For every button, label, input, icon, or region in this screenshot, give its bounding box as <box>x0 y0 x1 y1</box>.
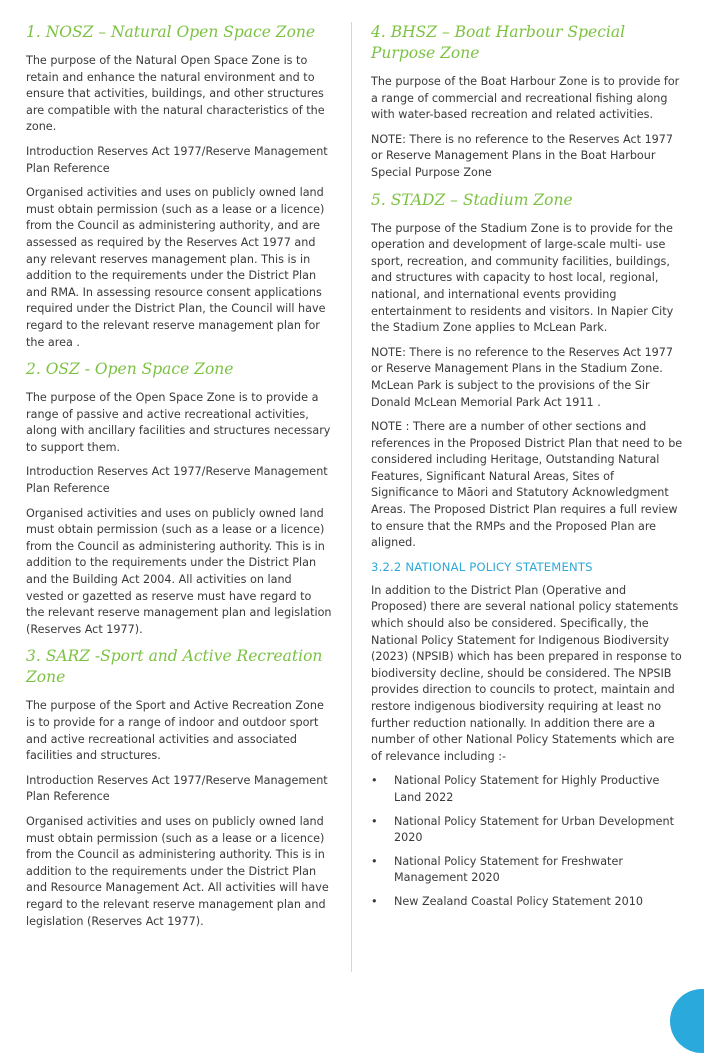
policy-list <box>371 773 683 910</box>
section-heading: 2. OSZ - Open Space Zone <box>26 360 234 379</box>
section-stadz <box>371 190 683 552</box>
paragraph: The purpose of the Stadium Zone is to provide for the operation and development of large-scale multi- use sport, recreation, and community facilities, buildings, and structures with capacity to host local, regional, national, and international events providing entertainment to residents and visitors. In Napier City the Stadium Zone applies to McLean Park. <box>371 221 674 335</box>
paragraph: NOTE: There is no reference to the Reserves Act 1977 or Reserve Management Plans in the Boat Harbour Special Purpose Zone <box>371 132 674 179</box>
section-heading: 5. STADZ – Stadium Zone <box>371 190 573 209</box>
list-item <box>371 854 683 887</box>
list-item <box>371 773 683 806</box>
paragraph: Organised activities and uses on publicly owned land must obtain permission (such as a lease or a licence) from the Council as administering authority. This is in addition to the requirements under the District Plan and Resource Management Act. All activities will have regard to the relevant reserve management plan and legislation (Reserves Act 1977). <box>26 814 329 928</box>
section-osz <box>26 359 332 638</box>
list-item-text: National Policy Statement for Highly Productive Land 2022 <box>394 774 660 804</box>
section-bhsz <box>371 22 683 182</box>
paragraph: In addition to the District Plan (Operative and Proposed) there are several national policy statements which should also be considered. Specifically, the National Policy Statement for Indigenous Biodiversity (2023) (NPSIB) which has been prepared in response to biodiversity decline, should be considered. The NPSIB provides direction to councils to protect, maintain and restore indigenous biodiversity requiring at least no further reduction nationally. In addition there are a number of other National Policy Statements which are of relevance including :- <box>371 583 682 763</box>
left-column <box>26 22 332 938</box>
section-nosz <box>26 22 332 351</box>
paragraph: Introduction Reserves Act 1977/Reserve Management Plan Reference <box>26 465 328 496</box>
column-divider <box>351 22 352 972</box>
paragraph: NOTE: There is no reference to the Reserves Act 1977 or Reserve Management Plans in the Stadium Zone. McLean Park is subject to the provisions of the Sir Donald McLean Memorial Park Act 1911 . <box>371 345 674 409</box>
section-national-policy-statements <box>371 560 683 911</box>
bullet-icon: • <box>371 774 378 788</box>
bullet-icon: • <box>371 854 378 868</box>
section-heading: 1. NOSZ – Natural Open Space Zone <box>26 23 316 41</box>
right-column <box>371 22 683 918</box>
paragraph: Introduction Reserves Act 1977/Reserve Management Plan Reference <box>26 773 328 804</box>
subsection-heading: 3.2.2 NATIONAL POLICY STATEMENTS <box>371 559 593 574</box>
paragraph: The purpose of the Boat Harbour Zone is to provide for a range of commercial and recreational fishing along with water-based recreation and related activities. <box>371 75 680 122</box>
list-item-text: National Policy Statement for Urban Development 2020 <box>394 814 674 845</box>
corner-decoration <box>670 989 704 1053</box>
section-sarz <box>26 646 332 930</box>
paragraph: Organised activities and uses on publicly owned land must obtain permission (such as a lease or a licence) from the Council as administering authority, and are assessed as required by the Reserves Act 1977 and any relevant reserves management plan. This is in addition to the requirements under the District Plan and RMA. In assessing resource consent applications required under the District Plan, the Council will have regard to the relevant reserve management plan for the area . <box>26 186 326 349</box>
list-item-text: National Policy Statement for Freshwater Management 2020 <box>394 854 623 885</box>
paragraph: The purpose of the Natural Open Space Zone is to retain and enhance the natural environment and to ensure that activities, buildings, and other structures are compatible with the natural characteristics of the zone. <box>26 54 325 134</box>
paragraph: The purpose of the Sport and Active Recreation Zone is to provide for a range of indoor and outdoor sport and active recreational activities and associated facilities and structures. <box>26 699 324 763</box>
list-item <box>371 814 683 847</box>
bullet-icon: • <box>371 814 378 828</box>
paragraph: Introduction Reserves Act 1977/Reserve Management Plan Reference <box>26 144 328 175</box>
bullet-icon: • <box>371 894 378 908</box>
paragraph: Organised activities and uses on publicly owned land must obtain permission (such as a lease or a licence) from the Council as administering authority. This is in addition to the requirements under the District Plan and the Building Act 2004. All activities on land vested or gazetted as reserve must have regard to the relevant reserve management plan and legislation (Reserves Act 1977). <box>26 506 332 636</box>
section-heading: 3. SARZ -Sport and Active Recreation Zone <box>26 647 323 687</box>
list-item <box>371 894 683 911</box>
paragraph: NOTE : There are a number of other sections and references in the Proposed District Plan that need to be considered including Heritage, Outstanding Natural Features, Significant Natural Areas, Sites of Significance to Māori and Statutory Acknowledgment Areas. The Proposed District Plan requires a full review to ensure that the RMPs and the Proposed Plan are aligned. <box>371 420 683 550</box>
section-heading: 4. BHSZ – Boat Harbour Special Purpose Zone <box>371 23 626 62</box>
paragraph: The purpose of the Open Space Zone is to provide a range of passive and active recreational activities, along with ancillary facilities and structures necessary to support them. <box>26 391 331 454</box>
list-item-text: New Zealand Coastal Policy Statement 2010 <box>394 894 643 908</box>
